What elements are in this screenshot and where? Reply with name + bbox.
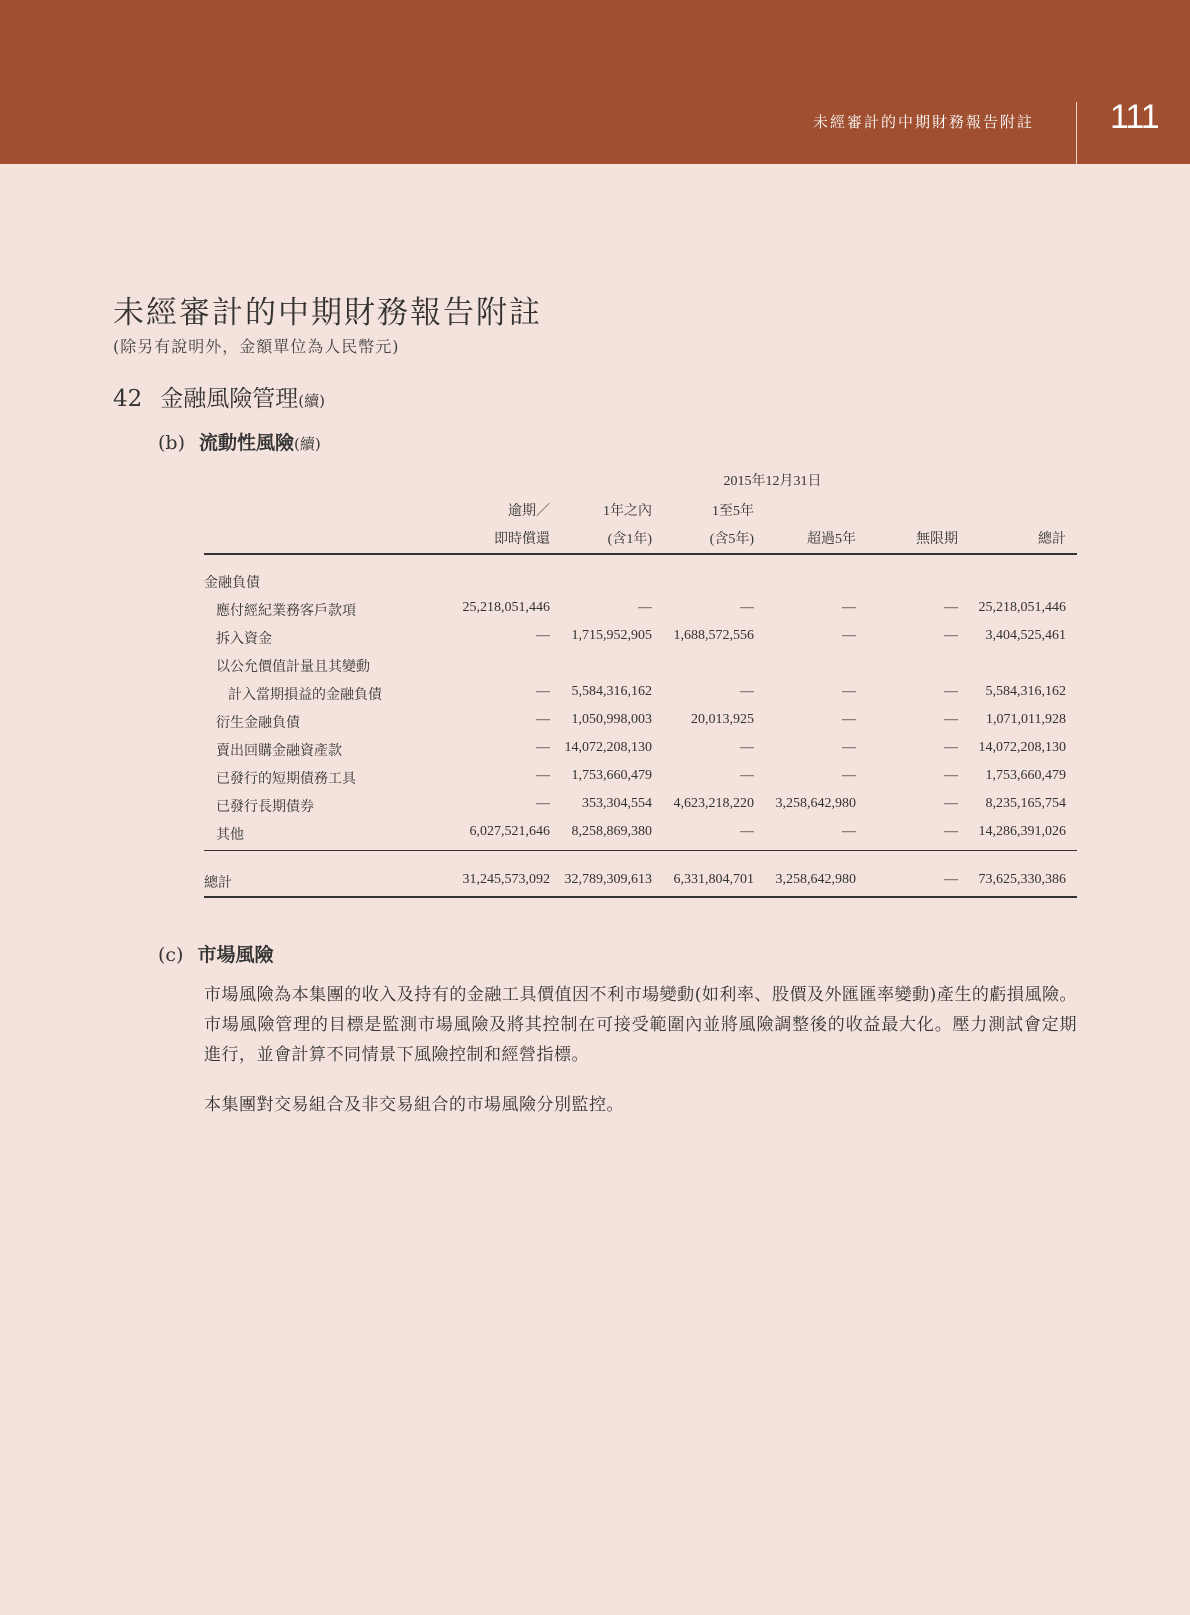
table-cell: — <box>536 740 550 755</box>
column-header-line2: (含1年) <box>607 532 652 547</box>
table-cell: — <box>842 712 856 727</box>
table-cell: — <box>944 740 958 755</box>
column-header <box>450 498 550 554</box>
section-cont: (續) <box>298 392 325 410</box>
page-number: 111 <box>1110 98 1159 136</box>
table-row <box>204 656 1077 684</box>
table-cell: 8,258,869,380 <box>571 824 652 839</box>
column-header <box>756 498 856 554</box>
table-cell: — <box>944 600 958 615</box>
column-header-line2: 即時償還 <box>494 532 550 547</box>
row-label: 已發行長期債券 <box>216 800 314 815</box>
table-cell: 8,235,165,754 <box>985 796 1066 811</box>
paragraph-monitoring: 本集團對交易組合及非交易組合的市場風險分別監控。 <box>204 1095 624 1115</box>
column-header <box>858 498 958 554</box>
total-cell: 32,789,309,613 <box>564 872 652 887</box>
table-cell: 20,013,925 <box>691 712 754 727</box>
table-cell: — <box>842 740 856 755</box>
column-header-line1: 1年之內 <box>603 504 652 519</box>
row-label: 其他 <box>216 828 244 843</box>
table-cell: — <box>740 684 754 699</box>
table-cell: — <box>536 628 550 643</box>
table-cell: 1,050,998,003 <box>571 712 652 727</box>
subsection-c-heading <box>158 940 273 967</box>
table-date-header: 2015年12月31日 <box>723 474 822 489</box>
table-cell: — <box>842 768 856 783</box>
table-cell: 1,715,952,905 <box>571 628 652 643</box>
table-cell: — <box>944 684 958 699</box>
row-label: 賣出回購金融資產款 <box>216 744 342 759</box>
table-row <box>204 600 1077 628</box>
subsection-c-title: 市場風險 <box>197 944 274 966</box>
column-header-line2: 總計 <box>1038 532 1066 547</box>
row-label: 衍生金融負債 <box>216 716 300 731</box>
table-cell: 4,623,218,220 <box>673 796 754 811</box>
table-cell: — <box>536 796 550 811</box>
table-cell: 14,072,208,130 <box>978 740 1066 755</box>
column-header-line1 <box>756 498 856 526</box>
table-cell: — <box>944 824 958 839</box>
section-number: 42 <box>113 386 143 412</box>
table-cell: 14,072,208,130 <box>564 740 652 755</box>
table-cell: — <box>944 628 958 643</box>
table-cell: — <box>740 768 754 783</box>
table-cell: 1,753,660,479 <box>571 768 652 783</box>
row-label: 應付經紀業務客戶款項 <box>216 604 356 619</box>
total-cell: — <box>944 872 958 887</box>
table-row <box>204 628 1077 656</box>
table-cell: — <box>740 600 754 615</box>
total-label: 總計 <box>204 876 232 891</box>
row-label: 已發行的短期債務工具 <box>216 772 356 787</box>
total-cell: 73,625,330,386 <box>978 872 1066 887</box>
column-header-line1 <box>858 498 958 526</box>
header-divider <box>1076 102 1077 164</box>
page-subtitle: (除另有說明外，金額單位為人民幣元) <box>113 337 400 356</box>
column-header-line1: 1至5年 <box>712 504 754 519</box>
table-cell: — <box>944 712 958 727</box>
table-cell: — <box>944 796 958 811</box>
table-cell: — <box>944 768 958 783</box>
table-row <box>204 824 1077 852</box>
table-cell: 14,286,391,026 <box>978 824 1066 839</box>
column-header-line2: (含5年) <box>709 532 754 547</box>
table-cell: 6,027,521,646 <box>469 824 550 839</box>
table-cell: — <box>638 600 652 615</box>
row-label: 拆入資金 <box>216 632 272 647</box>
table-cell: 5,584,316,162 <box>985 684 1066 699</box>
table-cell: 1,753,660,479 <box>985 768 1066 783</box>
table-cell: 25,218,051,446 <box>978 600 1066 615</box>
table-row <box>204 796 1077 824</box>
total-cell: 31,245,573,092 <box>462 872 550 887</box>
paragraph-market-risk: 市場風險為本集團的收入及持有的金融工具價值因不利市場變動(如利率、股價及外匯匯率變動)產生的虧損風險。市場風險管理的目標是監測市場風險及將其控制在可接受範圍內並將風險調整後的收益最大化。壓力測試會定期進行，並會計算不同情景下風險控制和經營指標。 <box>204 985 1077 1065</box>
table-cell: 1,071,011,928 <box>986 712 1066 727</box>
table-cell: 3,404,525,461 <box>985 628 1066 643</box>
table-row <box>204 684 1077 712</box>
column-header <box>552 498 652 554</box>
group-label: 金融負債 <box>204 576 260 591</box>
table-cell: — <box>842 684 856 699</box>
table-cell: — <box>842 600 856 615</box>
subsection-b-title: 流動性風險 <box>199 432 295 454</box>
column-header <box>966 498 1066 554</box>
table-cell: 25,218,051,446 <box>462 600 550 615</box>
total-cell: 3,258,642,980 <box>775 872 856 887</box>
table-cell: — <box>536 684 550 699</box>
table-cell: 5,584,316,162 <box>571 684 652 699</box>
subsection-b-letter: (b) <box>158 432 185 454</box>
header-rule <box>204 553 1077 555</box>
table-cell: — <box>536 712 550 727</box>
subsection-b-cont: (續) <box>294 435 321 453</box>
subtotal-rule <box>204 850 1077 851</box>
table-row <box>204 740 1077 768</box>
running-title: 未經審計的中期財務報告附註 <box>812 113 1034 131</box>
column-header <box>654 498 754 554</box>
table-cell: 3,258,642,980 <box>775 796 856 811</box>
row-label: 計入當期損益的金融負債 <box>228 688 382 703</box>
table-cell: 1,688,572,556 <box>673 628 754 643</box>
table-cell: — <box>842 628 856 643</box>
table-cell: 353,304,554 <box>582 796 652 811</box>
total-rule <box>204 896 1077 898</box>
row-label: 以公允價值計量且其變動 <box>216 660 370 675</box>
column-header-line2: 無限期 <box>916 532 958 547</box>
subsection-b-heading <box>158 428 321 455</box>
section-heading <box>113 380 325 413</box>
header-band <box>0 0 1190 164</box>
total-cell: 6,331,804,701 <box>673 872 754 887</box>
table-group-row <box>204 572 1077 600</box>
column-header-line1 <box>966 498 1066 526</box>
section-title: 金融風險管理 <box>160 386 299 412</box>
table-row <box>204 768 1077 796</box>
table-cell: — <box>536 768 550 783</box>
column-header-line2: 超過5年 <box>807 532 856 547</box>
table-cell: — <box>740 824 754 839</box>
table-cell: — <box>842 824 856 839</box>
table-cell: — <box>740 740 754 755</box>
subsection-c-letter: (c) <box>158 944 184 966</box>
page-title: 未經審計的中期財務報告附註 <box>113 295 542 331</box>
table-row <box>204 712 1077 740</box>
column-header-line1: 逾期／ <box>508 504 550 519</box>
